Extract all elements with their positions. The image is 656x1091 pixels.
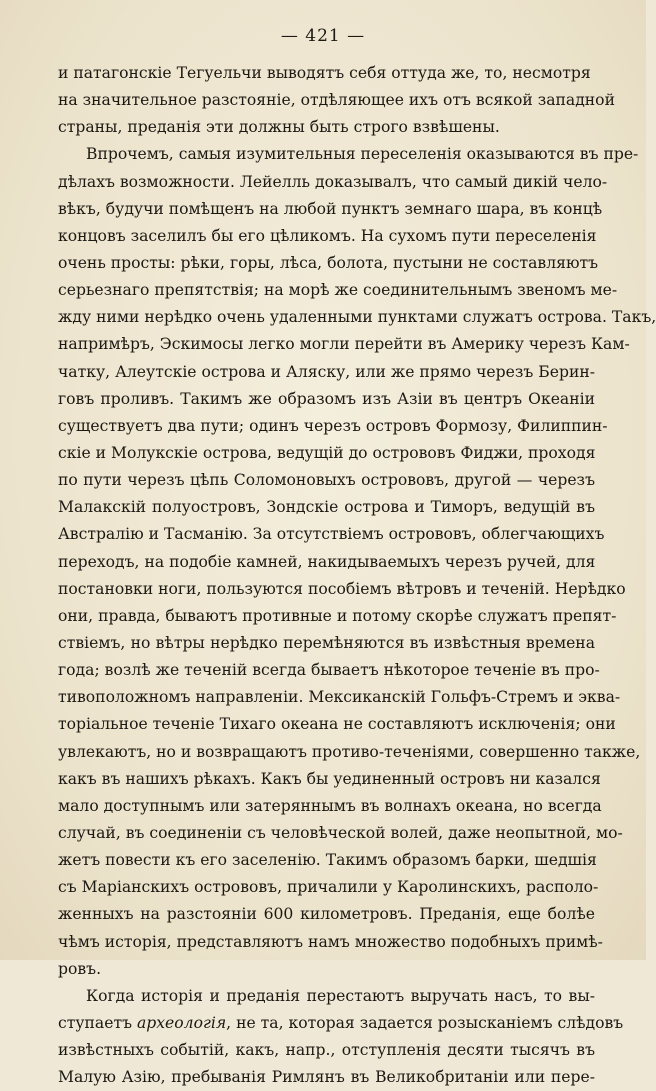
text-line: скіе и Молукскіе острова, ведущій до острововъ Фиджи, проходя [58, 443, 596, 462]
text-line: Впрочемъ, самыя изумительныя переселенія оказываются въ пре- [86, 145, 639, 164]
text-segment: , не та, которая задается розысканіемъ слѣдовъ [226, 1013, 624, 1032]
italic-term: археологія [136, 1013, 227, 1032]
text-line: женныхъ на разстояніи 600 километровъ. Преданія, еще болѣе [58, 905, 595, 924]
text-line: страны, преданія эти должны быть строго взвѣшены. [58, 118, 500, 137]
text-line: ровъ. [58, 959, 102, 978]
text-line: вѣкъ, будучи помѣщенъ на любой пунктъ земнаго шара, въ концѣ [58, 199, 603, 218]
text-line: постановки ноги, пользуются пособіемъ вѣтровъ и теченій. Нерѣдко [58, 579, 626, 598]
body-text [58, 60, 656, 1091]
text-line: года; возлѣ же теченій всегда бываетъ нѣкоторое теченіе въ про- [58, 661, 600, 680]
text-line: концовъ заселилъ бы его цѣликомъ. На сухомъ пути переселенія [58, 226, 597, 245]
text-line: Малую Азію, пребыванія Римлянъ въ Великобританіи или пере- [58, 1068, 595, 1087]
text-line: они, правда, бываютъ противные и потому скорѣе служатъ препят- [58, 606, 617, 625]
text-segment: ступаетъ [58, 1013, 137, 1032]
text-line: напримѣръ, Эскимосы легко могли перейти въ Америку черезъ Кам- [58, 335, 630, 354]
text-line: Австралію и Тасманію. За отсутствіемъ острововъ, облегчающихъ [58, 525, 605, 544]
text-line: увлекаютъ, но и возвращаютъ противо-теченіями, совершенно также, [58, 742, 641, 761]
text-line: извѣстныхъ событій, какъ, напр., отступленія десяти тысячъ въ [58, 1041, 595, 1060]
text-line: переходъ, на подобіе камней, накидываемыхъ черезъ ручей, для [58, 552, 596, 571]
text-line: ствіемъ, но вѣтры нерѣдко перемѣняются въ извѣстныя времена [58, 633, 595, 652]
text-line: Малакскій полуостровъ, Зондскіе острова и Тиморъ, ведущій въ [58, 498, 595, 517]
text-line: говъ проливъ. Такимъ же образомъ изъ Азіи въ центръ Океаніи [58, 389, 595, 408]
text-line: тивоположномъ направленіи. Мексиканскій Гольфъ-Стремъ и эква- [58, 688, 621, 707]
text-line: по пути черезъ цѣпь Соломоновыхъ острововъ, другой — черезъ [58, 471, 595, 490]
text-line: съ Маріанскихъ острововъ, причалили у Каролинскихъ, располо- [58, 878, 599, 897]
text-line: существуетъ два пути; одинъ черезъ островъ Формозу, Филиппин- [58, 416, 608, 435]
text-line: Когда исторія и преданія перестаютъ выручать насъ, то вы- [86, 986, 595, 1005]
text-line: какъ въ нашихъ рѣкахъ. Какъ бы уединенный островъ ни казался [58, 769, 601, 788]
text-line: мало доступнымъ или затеряннымъ въ волнахъ океана, но всегда [58, 796, 602, 815]
text-line: дѣлахъ возможности. Лейелль доказывалъ, что самый дикій чело- [58, 172, 608, 191]
text-line [58, 1010, 624, 1037]
text-line: и патагонскіе Тегуельчи выводятъ себя оттуда же, то, несмотря [58, 64, 591, 82]
text-line: серьезнаго препятствія; на морѣ же соединительнымъ звеномъ ме- [58, 281, 618, 300]
page-number: — 421 — [280, 26, 366, 46]
text-line: чѣмъ исторія, представляютъ намъ множество подобныхъ примѣ- [58, 932, 603, 951]
text-line: случай, въ соединеніи съ человѣческой волей, даже неопытной, мо- [58, 823, 623, 842]
text-line: торіальное теченіе Тихаго океана не составляютъ исключенія; они [58, 715, 616, 734]
text-line: очень просты: рѣки, горы, лѣса, болота, пустыни не составляютъ [58, 253, 599, 272]
text-line: жду ними нерѣдко очень удаленными пунктами служатъ острова. Такъ, [58, 308, 656, 327]
text-line: на значительное разстояніе, отдѣляющее ихъ отъ всякой западной [58, 91, 615, 110]
text-line: чатку, Алеутскіе острова и Аляску, или же прямо черезъ Берин- [58, 362, 595, 381]
text-line: жетъ повести къ его заселенію. Такимъ образомъ барки, шедшія [58, 851, 597, 870]
